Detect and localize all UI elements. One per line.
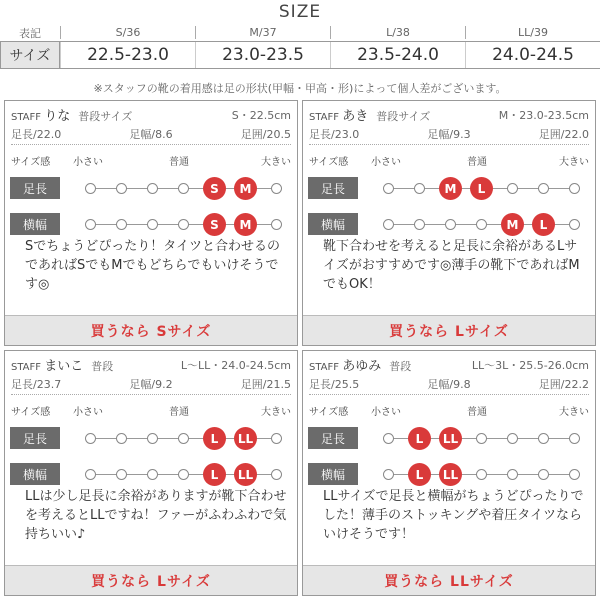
size-marker: M xyxy=(234,213,257,236)
size-marker: LL xyxy=(234,463,257,486)
length-tag: 足長 xyxy=(10,177,60,199)
scale-dot xyxy=(538,469,549,480)
scale-dot xyxy=(147,219,158,230)
staff-header xyxy=(309,355,589,374)
usual-size-label: 普段サイズ xyxy=(78,110,133,123)
scale-label-normal: 普通 xyxy=(467,407,487,418)
fit-note: ※スタッフの靴の着用感は足の形状(甲幅・甲高・形)によって個人差がございます。 xyxy=(93,82,507,95)
staff-header xyxy=(11,355,291,374)
scale-label-fit: サイズ感 xyxy=(309,407,349,418)
usual-size-value: S・22.5cm xyxy=(231,109,291,122)
staff-card xyxy=(302,100,596,346)
scale-dot xyxy=(538,433,549,444)
staff-label: STAFF xyxy=(11,112,45,123)
scale-dot xyxy=(178,433,189,444)
staff-comment: 靴下合わせを考えると足長に余裕があるLサイズがおすすめです◎薄手の靴下であればMでもOK！ xyxy=(323,239,580,292)
width-fit-row xyxy=(10,463,294,487)
staff-card xyxy=(302,350,596,596)
length-fit-row xyxy=(308,177,592,201)
scale-dot xyxy=(569,219,580,230)
scale-dot xyxy=(414,183,425,194)
length-tag: 足長 xyxy=(308,427,358,449)
scale-labels xyxy=(309,403,589,417)
size-marker: M xyxy=(234,177,257,200)
size-marker: L xyxy=(408,427,431,450)
scale-dot xyxy=(476,433,487,444)
buy-recommendation: 買うなら LLサイズ xyxy=(303,565,595,595)
staff-label: STAFF xyxy=(309,112,343,123)
header-label: 表記 xyxy=(19,26,41,40)
scale-dot xyxy=(271,433,282,444)
scale-label-large: 大きい xyxy=(261,157,291,168)
scale-dot xyxy=(178,183,189,194)
size-marker: L xyxy=(532,213,555,236)
scale-label-small: 小さい xyxy=(73,407,103,418)
scale-label-small: 小さい xyxy=(73,157,103,168)
scale-dot xyxy=(85,219,96,230)
scale-label-normal: 普通 xyxy=(169,157,189,168)
usual-size-value: L～LL・24.0-24.5cm xyxy=(180,359,291,372)
length-fit-row xyxy=(308,427,592,451)
scale-dot xyxy=(507,433,518,444)
size-cell: 24.0-24.5 xyxy=(465,42,600,68)
staff-name: あき xyxy=(342,109,369,124)
scale-dot xyxy=(85,469,96,480)
scale-dot xyxy=(569,183,580,194)
scale-dot xyxy=(178,219,189,230)
scale-dot xyxy=(507,183,518,194)
scale-labels xyxy=(11,153,291,167)
width-tag: 横幅 xyxy=(10,213,60,235)
header-cell: L/38 xyxy=(330,26,465,39)
scale-labels xyxy=(11,403,291,417)
staff-name: りな xyxy=(44,109,71,124)
measurement-value: 足長/23.7 xyxy=(11,378,62,391)
measurement-value: 足長/23.0 xyxy=(309,128,360,141)
size-marker: S xyxy=(203,213,226,236)
size-marker: M xyxy=(439,177,462,200)
foot-measurements xyxy=(11,126,291,145)
scale-dot xyxy=(271,183,282,194)
size-marker: L xyxy=(470,177,493,200)
scale-labels xyxy=(309,153,589,167)
width-fit-row xyxy=(308,463,592,487)
scale-dot xyxy=(476,469,487,480)
measurement-value: 足幅/9.3 xyxy=(427,128,471,141)
size-marker: L xyxy=(203,463,226,486)
length-tag: 足長 xyxy=(10,427,60,449)
usual-size-value: LL～3L・25.5-26.0cm xyxy=(471,359,589,372)
scale-dot xyxy=(116,469,127,480)
staff-header xyxy=(11,105,291,124)
size-table-header xyxy=(0,24,600,41)
size-marker: L xyxy=(203,427,226,450)
scale-dot xyxy=(271,219,282,230)
scale-label-fit: サイズ感 xyxy=(11,157,51,168)
width-tag: 横幅 xyxy=(308,213,358,235)
size-marker: M xyxy=(501,213,524,236)
measurement-value: 足幅/9.2 xyxy=(129,378,173,391)
usual-size-label: 普段サイズ xyxy=(376,110,431,123)
scale-dot xyxy=(383,469,394,480)
scale-label-large: 大きい xyxy=(559,157,589,168)
staff-card xyxy=(4,100,298,346)
buy-recommendation: 買うなら Lサイズ xyxy=(303,315,595,345)
scale-label-large: 大きい xyxy=(261,407,291,418)
width-tag: 横幅 xyxy=(10,463,60,485)
staff-label: STAFF xyxy=(11,362,45,373)
measurement-value: 足幅/9.8 xyxy=(427,378,471,391)
scale-dot xyxy=(383,219,394,230)
size-marker: S xyxy=(203,177,226,200)
length-fit-row xyxy=(10,177,294,201)
size-title: SIZE xyxy=(278,2,322,22)
scale-dot xyxy=(383,433,394,444)
measurement-value: 足囲/20.5 xyxy=(240,128,291,141)
size-marker: LL xyxy=(439,427,462,450)
scale-label-small: 小さい xyxy=(371,407,401,418)
scale-dot xyxy=(85,433,96,444)
header-cell: LL/39 xyxy=(465,26,600,39)
width-fit-row xyxy=(308,213,592,237)
scale-dot xyxy=(147,433,158,444)
size-table-row xyxy=(0,41,600,69)
scale-dot xyxy=(445,219,456,230)
size-cell: 23.0-23.5 xyxy=(195,42,330,68)
foot-measurements xyxy=(11,376,291,395)
scale-dot xyxy=(178,469,189,480)
scale-dot xyxy=(414,219,425,230)
scale-dot xyxy=(476,219,487,230)
size-marker: LL xyxy=(439,463,462,486)
scale-dot xyxy=(147,469,158,480)
scale-dot xyxy=(147,183,158,194)
scale-label-small: 小さい xyxy=(371,157,401,168)
measurement-value: 足長/22.0 xyxy=(11,128,62,141)
measurement-value: 足囲/21.5 xyxy=(240,378,291,391)
width-fit-row xyxy=(10,213,294,237)
row-label: サイズ xyxy=(0,42,60,68)
buy-recommendation: 買うなら Sサイズ xyxy=(5,315,297,345)
header-cell: M/37 xyxy=(195,26,330,39)
buy-recommendation: 買うなら Lサイズ xyxy=(5,565,297,595)
staff-header xyxy=(309,105,589,124)
width-tag: 横幅 xyxy=(308,463,358,485)
foot-measurements xyxy=(309,376,589,395)
scale-label-large: 大きい xyxy=(559,407,589,418)
staff-comment: LLは少し足長に余裕がありますが靴下合わせを考えるとLLですね！ファーがふわふわで気持ちいい♪ xyxy=(25,489,287,542)
scale-dot xyxy=(116,433,127,444)
usual-size-label: 普段 xyxy=(91,360,114,373)
staff-label: STAFF xyxy=(309,362,343,373)
usual-size-value: M・23.0-23.5cm xyxy=(498,109,589,122)
size-cell: 22.5-23.0 xyxy=(60,42,195,68)
scale-dot xyxy=(116,183,127,194)
scale-dot xyxy=(507,469,518,480)
staff-name: まいこ xyxy=(44,359,84,374)
usual-size-label: 普段 xyxy=(389,360,412,373)
measurement-value: 足囲/22.0 xyxy=(538,128,589,141)
scale-dot xyxy=(116,219,127,230)
size-table xyxy=(0,24,600,69)
length-fit-row xyxy=(10,427,294,451)
measurement-value: 足囲/22.2 xyxy=(538,378,589,391)
scale-label-fit: サイズ感 xyxy=(11,407,51,418)
scale-dot xyxy=(569,433,580,444)
scale-dot xyxy=(271,469,282,480)
size-marker: L xyxy=(408,463,431,486)
scale-label-normal: 普通 xyxy=(169,407,189,418)
staff-comment: Sでちょうどぴったり！タイツと合わせるのであればSでもMでもどちらでもいけそうです◎ xyxy=(25,239,280,292)
scale-dot xyxy=(538,183,549,194)
header-cell: S/36 xyxy=(60,26,195,39)
measurement-value: 足幅/8.6 xyxy=(129,128,173,141)
measurement-value: 足長/25.5 xyxy=(309,378,360,391)
scale-dot xyxy=(85,183,96,194)
size-marker: LL xyxy=(234,427,257,450)
staff-name: あゆみ xyxy=(342,359,382,374)
scale-dot xyxy=(383,183,394,194)
scale-label-normal: 普通 xyxy=(467,157,487,168)
staff-comment: LLサイズで足長と横幅がちょうどぴったりでした！薄手のストッキングや着圧タイツならいけそうです！ xyxy=(323,489,584,542)
size-cell: 23.5-24.0 xyxy=(330,42,465,68)
length-tag: 足長 xyxy=(308,177,358,199)
scale-label-fit: サイズ感 xyxy=(309,157,349,168)
staff-card xyxy=(4,350,298,596)
scale-dot xyxy=(569,469,580,480)
foot-measurements xyxy=(309,126,589,145)
